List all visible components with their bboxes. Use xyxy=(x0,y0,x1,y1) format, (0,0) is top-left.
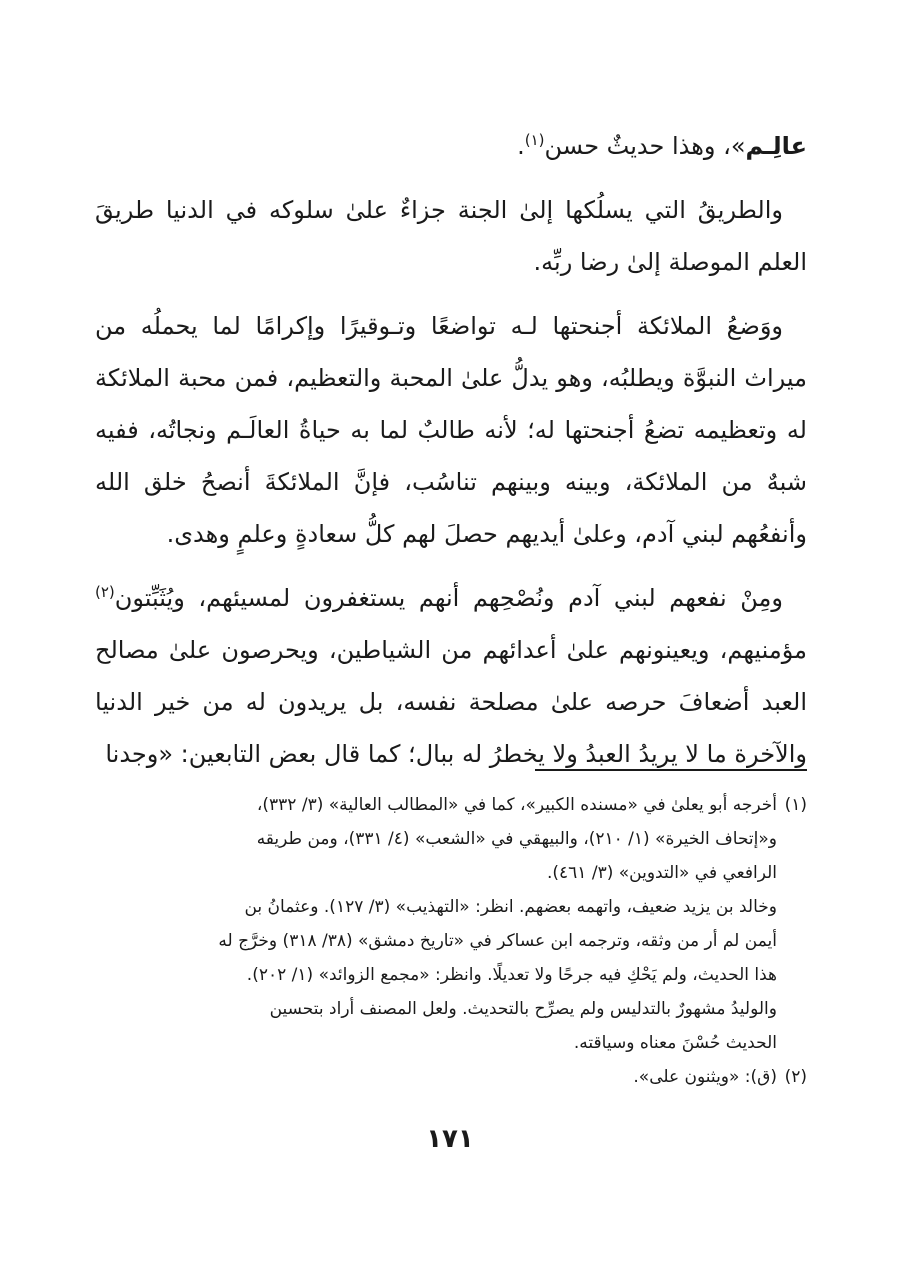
footnote-2-text: (ق): «ويثنون على». xyxy=(633,1067,777,1087)
footnote-1-line: الرافعي في «التدوين» (٣/ ٤٦١). xyxy=(546,863,777,883)
footnote-1-text: أخرجه أبو يعلىٰ في «مسنده الكبير»، كما في «المطالب العالية» (٣/ ٣٣٢)، xyxy=(256,795,777,815)
footnote-ref-2[interactable]: (٢) xyxy=(95,583,115,601)
footnote-1-line: و«إتحاف الخيرة» (١/ ٢١٠)، والبيهقي في «الشعب» (٤/ ٣٣١)، ومن طريقه xyxy=(256,829,777,849)
footnotes xyxy=(95,788,807,1094)
footnote-1-line: أيمن لم أر من وثقه، وترجمه ابن عساكر في «تاريخ دمشق» (٣٨/ ٣١٨) وخرَّج له xyxy=(218,931,777,951)
main-text xyxy=(95,120,807,792)
paragraph-3: ووَضعُ الملائكة أجنحتها لـه تواضعًا وتـوقيرًا وإكرامًا لما يحملُه من ميراث النبوَّة ويطلبُه، وهو يدلُّ علىٰ المحبة والتعظيم، فمن محبة الملائكة له وتعظيمه تضعُ أجنحتها له؛ لأنه طالبٌ لما به حياةُ العالَـم ونجاتُه، ففيه شبهٌ من الملائكة، وبينه وبينهم تناسُب، فإنَّ الملائكةَ أنصحُ خلق الله وأنفعُهم لبني آدم، وعلىٰ أيديهم حصلَ لهم كلُّ سعادةٍ وعلمٍ وهدى. xyxy=(95,312,807,548)
footnote-1-number: (١) xyxy=(784,795,807,815)
footnote-1-line: الحديث حُسْنَ معناه وسياقته. xyxy=(573,1033,777,1053)
paragraph-4-text-a: ومِنْ نفعهم لبني آدم ونُصْحِهم أنهم يستغفرون لمسيئهم، ويُثَبِّتون xyxy=(114,584,783,612)
paragraph-4 xyxy=(95,572,807,780)
footnote-1-line: وخالد بن يزيد ضعيف، واتهمه بعضهم. انظر: «التهذيب» (٣/ ١٢٧). وعثمانُ بن xyxy=(244,897,777,917)
paragraph-4-text-b: مؤمنيهم، ويعينونهم علىٰ أعدائهم من الشياطين، ويحرصون علىٰ مصالح العبد أضعافَ حرصه علىٰ مصلحة نفسه، بل يريدون له من خير الدنيا والآخرة ما لا يريدُ العبدُ ولا يخطرُ له ببال؛ كما قال بعض التابعين: «وجدنا xyxy=(95,636,807,768)
footnote-1-line: هذا الحديث، ولم يَحْكِ فيه جرحًا ولا تعديلًا. وانظر: «مجمع الزوائد» (١/ ٢٠٢). xyxy=(246,965,777,985)
footnote-ref-1[interactable]: (١) xyxy=(524,131,545,149)
paragraph-1-lead: عالِـم xyxy=(745,132,807,160)
paragraph-2: والطريقُ التي يسلُكها إلىٰ الجنة جزاءٌ علىٰ سلوكه في الدنيا طريقَ العلم الموصلة إلىٰ رضا ربِّه. xyxy=(95,196,807,276)
page-number: ١٧١ xyxy=(426,1124,474,1154)
paragraph-1-tail: . xyxy=(517,132,525,160)
paragraph-1 xyxy=(95,120,807,172)
footnote-separator xyxy=(535,769,807,771)
footnote-1-line xyxy=(95,788,807,822)
footnote-2-number: (٢) xyxy=(784,1067,807,1087)
paragraph-1-text: »، وهذا حديثٌ حسن xyxy=(544,132,746,160)
footnote-2-line xyxy=(95,1060,807,1094)
footnote-1-line: والوليدُ مشهورٌ بالتدليس ولم يصرِّح بالتحديث. ولعل المصنف أراد بتحسين xyxy=(269,999,777,1019)
